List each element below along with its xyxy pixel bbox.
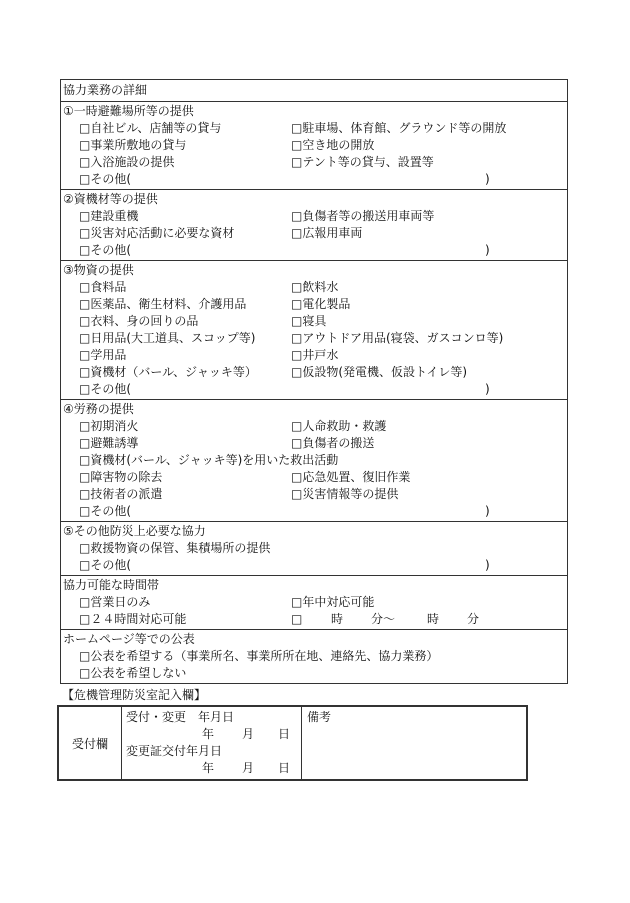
checkbox-item[interactable]: □飲料水 [291,280,339,294]
checkbox-row [63,296,567,313]
reception-date-label: 受付・変更 年月日 [126,710,235,724]
checkbox-row [63,364,567,381]
checkbox-item[interactable]: □救援物資の保管、集積場所の提供 [79,541,271,555]
checkbox-item[interactable]: □障害物の除去 [79,470,163,484]
checkbox-item[interactable]: □医薬品、衛生材料、介護用品 [79,297,247,311]
checkbox-item[interactable]: □電化製品 [291,297,351,311]
checkbox-item[interactable]: □自社ビル、店舗等の貸与 [79,121,222,135]
checkbox-item[interactable]: □資機材（バール、ジャッキ等） [79,365,257,379]
checkbox-item[interactable]: □避難誘導 [79,436,139,450]
checkbox-item[interactable]: □寝具 [291,314,327,328]
checkbox-item[interactable]: □広報用車両 [291,226,363,240]
section-available-hours [61,575,567,629]
section-supplies [61,260,567,399]
section-title: ③物資の提供 [63,263,134,277]
checkbox-row [63,665,567,682]
checkbox-item[interactable]: □空き地の開放 [291,138,375,152]
checkbox-row [63,540,567,557]
checkbox-item[interactable]: □初期消火 [79,419,139,433]
checkbox-all-year[interactable]: □年中対応可能 [291,595,375,609]
section-title: ⑤その他防災上必要な協力 [63,524,206,538]
checkbox-other[interactable]: □その他( [79,558,132,572]
minute-from-label: 分～ [371,612,396,626]
checkbox-row-other [63,557,567,574]
minute-label-to: 分 [467,612,480,626]
paren-close: ) [485,558,490,572]
paren-close: ) [485,172,490,186]
checkbox-item[interactable]: □技術者の派遣 [79,487,163,501]
checkbox-item[interactable]: □応急処置、復旧作業 [291,470,411,484]
checkbox-item[interactable]: □負傷者等の搬送用車両等 [291,209,435,223]
checkbox-row-wide [63,452,567,469]
checkbox-publish[interactable]: □公表を希望する（事業所名、事業所所在地、連絡先、協力業務） [79,649,439,663]
checkbox-row [63,418,567,435]
checkbox-row-other [63,503,567,520]
issue-date-label: 変更証交付年月日 [126,744,223,758]
checkbox-row [63,648,567,665]
checkbox-item[interactable]: □建設重機 [79,209,139,223]
admin-section-title: 【危機管理防災室記入欄】 [62,688,207,702]
checkbox-row [63,120,567,137]
checkbox-row-other [63,242,567,259]
form-title-section [61,80,567,101]
issue-date-ymd[interactable]: 年 月 日 [202,761,291,775]
checkbox-item[interactable]: □日用品(大工道具、スコップ等) [79,331,256,345]
checkbox-row [63,486,567,503]
section-title: ②資機材等の提供 [63,192,158,206]
checkbox-row [63,208,567,225]
checkbox-no-publish[interactable]: □公表を希望しない [79,666,187,680]
section-title: ①一時避難場所等の提供 [63,104,194,118]
reception-label: 受付欄 [59,707,122,779]
checkbox-time-range[interactable]: □ [291,612,303,626]
reception-date-ymd[interactable]: 年 月 日 [202,727,291,741]
paren-close: ) [485,504,490,518]
paren-close: ) [485,243,490,257]
checkbox-other[interactable]: □その他( [79,172,132,186]
checkbox-item[interactable]: □テント等の貸与、設置等 [291,155,434,169]
section-equipment [61,189,567,260]
checkbox-item[interactable]: □人命救助・救護 [291,419,387,433]
checkbox-other[interactable]: □その他( [79,243,132,257]
form-title: 協力業務の詳細 [63,83,148,97]
section-temporary-shelter [61,101,567,189]
checkbox-item[interactable]: □資機材(バール、ジャッキ等)を用いた救出活動 [79,453,339,467]
checkbox-row [63,469,567,486]
checkbox-row-other [63,171,567,188]
section-title: ホームページ等での公表 [63,632,195,646]
checkbox-row [63,435,567,452]
section-website-publication [61,629,567,683]
admin-record-table [57,705,528,781]
checkbox-item[interactable]: □仮設物(発電機、仮設トイレ等) [291,365,468,379]
checkbox-item[interactable]: □事業所敷地の貸与 [79,138,187,152]
checkbox-row [63,225,567,242]
section-other-cooperation [61,521,567,575]
checkbox-item[interactable]: □アウトドア用品(寝袋、ガスコンロ等) [291,331,504,345]
checkbox-item[interactable]: □学用品 [79,348,127,362]
checkbox-row-other [63,381,567,398]
checkbox-item[interactable]: □衣料、身の回りの品 [79,314,199,328]
checkbox-item[interactable]: □負傷者の搬送 [291,436,375,450]
section-title: ④労務の提供 [63,402,134,416]
checkbox-item[interactable]: □食料品 [79,280,127,294]
checkbox-other[interactable]: □その他( [79,382,132,396]
checkbox-row [63,154,567,171]
checkbox-item[interactable]: □災害情報等の提供 [291,487,399,501]
checkbox-other[interactable]: □その他( [79,504,132,518]
checkbox-item[interactable]: □入浴施設の提供 [79,155,175,169]
checkbox-row [63,137,567,154]
checkbox-row [63,313,567,330]
checkbox-row [63,330,567,347]
cooperation-details-form [60,79,568,684]
paren-close: ) [485,382,490,396]
section-title: 協力可能な時間帯 [63,578,160,592]
checkbox-business-days[interactable]: □営業日のみ [79,595,151,609]
reception-dates [122,707,302,779]
section-labor [61,399,567,521]
checkbox-item[interactable]: □駐車場、体育館、グラウンド等の開放 [291,121,507,135]
notes-field[interactable]: 備考 [307,710,332,724]
checkbox-row [63,347,567,364]
checkbox-item[interactable]: □井戸水 [291,348,339,362]
checkbox-24-hours[interactable]: □２４時間対応可能 [79,612,187,626]
checkbox-item[interactable]: □災害対応活動に必要な資材 [79,226,235,240]
checkbox-row [63,279,567,296]
checkbox-row [63,611,567,628]
hour-label-to: 時 [427,612,440,626]
hour-label: 時 [331,612,344,626]
checkbox-row [63,594,567,611]
